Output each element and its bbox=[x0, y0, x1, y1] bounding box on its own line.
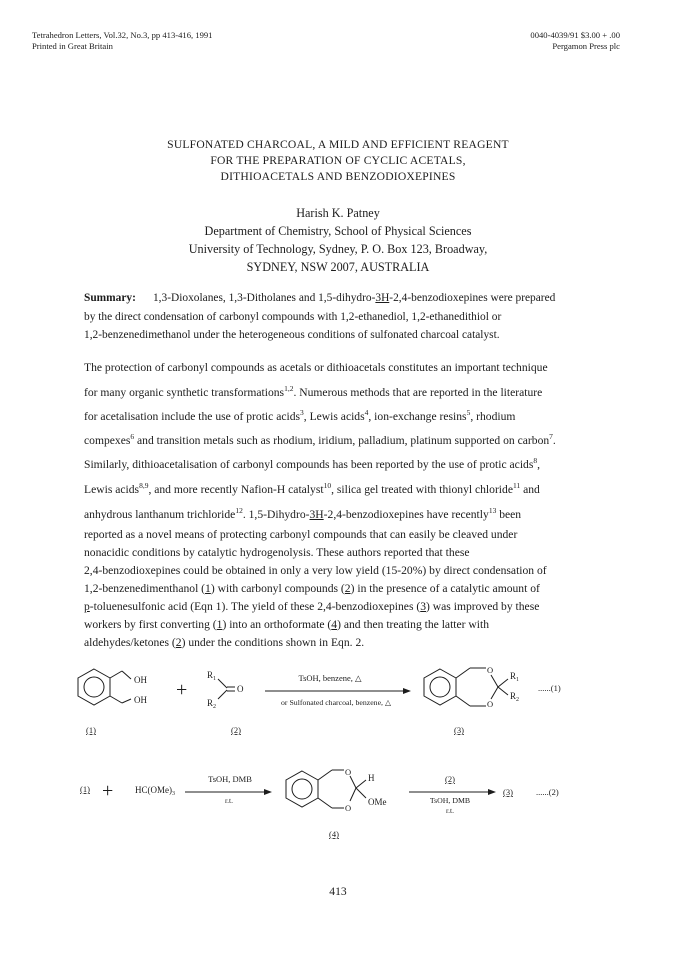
body-line-7 bbox=[84, 506, 521, 521]
citation: 4 bbox=[364, 408, 369, 417]
text: workers by first converting ( bbox=[84, 618, 217, 631]
text: . 1,5-Dihydro- bbox=[242, 507, 310, 521]
summary-label: Summary: bbox=[84, 292, 136, 304]
summary-3h: 3H bbox=[375, 292, 390, 304]
body-line-5 bbox=[84, 456, 540, 471]
text: aldehydes/ketones ( bbox=[84, 636, 176, 649]
oxygen-label: O bbox=[487, 665, 494, 675]
r1-label: $R_1$ bbox=[510, 671, 520, 683]
author-name: Harish K. Patney bbox=[296, 206, 380, 220]
oxygen-label: O bbox=[345, 803, 352, 813]
citation: 11 bbox=[512, 481, 521, 490]
compound-ref: 2 bbox=[344, 582, 351, 595]
text: ) was improved by these bbox=[426, 600, 540, 613]
text: , Lewis acids bbox=[303, 409, 365, 423]
arrow-1-conditions-bottom: or Sulfonated charcoal, benzene, △ bbox=[281, 698, 391, 707]
text: , rhodium bbox=[470, 409, 516, 423]
article-title-line-3: DITHIOACETALS AND BENZODIOXEPINES bbox=[220, 170, 456, 183]
r1-label: $R_1$ bbox=[207, 670, 217, 682]
equation-1-number: ......(1) bbox=[538, 683, 561, 693]
compound-1-label: (1) bbox=[86, 725, 96, 735]
citation: 8,9 bbox=[139, 481, 149, 490]
author-city: SYDNEY, NSW 2007, AUSTRALIA bbox=[246, 260, 430, 274]
compound-ref: 1 bbox=[216, 618, 223, 631]
text: 3H bbox=[309, 507, 324, 521]
reaction-scheme bbox=[0, 655, 676, 855]
text: 1,2-benzenedimenthanol ( bbox=[84, 582, 206, 595]
compound-4-label: (4) bbox=[329, 829, 339, 839]
compound-1-label: (1) bbox=[80, 784, 90, 794]
text: been bbox=[496, 507, 522, 521]
citation: 3 bbox=[300, 408, 304, 417]
body-line-6 bbox=[84, 481, 540, 496]
text: -toluenesulfonic acid (Eqn 1). The yield of these 2,4-benzodioxepines ( bbox=[89, 600, 421, 613]
compound-ref: 2 bbox=[175, 636, 182, 649]
arrow-3-reagent: (2) bbox=[445, 774, 455, 784]
arrow-1-conditions-top: TsOH, benzene, △ bbox=[298, 673, 362, 683]
journal-header bbox=[32, 30, 212, 52]
compound-2-label: (2) bbox=[231, 725, 241, 735]
arrow-2-conditions-top: TsOH, DMB bbox=[208, 774, 252, 784]
compound-ref: 3 bbox=[420, 600, 427, 613]
summary-line-2: by the direct condensation of carbonyl compounds with 1,2-ethanediol, 1,2-ethanedithiol or bbox=[84, 311, 502, 323]
article-title-line-2: FOR THE PREPARATION OF CYCLIC ACETALS, bbox=[210, 154, 466, 167]
hydroxyl-label: OH bbox=[134, 675, 147, 685]
text: -2,4-benzodioxepines have recently bbox=[323, 507, 489, 521]
text: Similarly, dithioacetalisation of carbonyl compounds has been reported by the use of protic acids bbox=[84, 457, 534, 471]
oxygen-label: O bbox=[237, 684, 244, 694]
compound-3-label: (3) bbox=[454, 725, 464, 735]
article-title-line-1: SULFONATED CHARCOAL, A MILD AND EFFICIENT REAGENT bbox=[167, 138, 509, 151]
citation: 1,2 bbox=[284, 384, 294, 393]
body-line-8: reported as a novel means of protecting carbonyl compounds that can easily be cleaved under bbox=[84, 528, 518, 541]
arrow-head-2 bbox=[264, 789, 272, 795]
plus-sign: + bbox=[102, 780, 114, 802]
printed-in: Printed in Great Britain bbox=[32, 41, 113, 51]
r2-label: $R_2$ bbox=[207, 698, 217, 710]
orthoformate-product bbox=[286, 770, 366, 808]
oxygen-label: O bbox=[345, 767, 352, 777]
text: Lewis acids bbox=[84, 482, 140, 496]
body-line-11 bbox=[84, 582, 540, 595]
summary-line-3: 1,2-benzenedimethanol under the heterogeneous conditions of sulfonated charcoal catalyst. bbox=[84, 329, 500, 341]
hydroxyl-label: OH bbox=[134, 695, 147, 705]
text: ) under the conditions shown in Eqn. 2. bbox=[181, 636, 365, 649]
text: and transition metals such as rhodium, iridium, palladium, platinum supported on carbon bbox=[134, 433, 550, 447]
text: , ion-exchange resins bbox=[368, 409, 467, 423]
body-line-3 bbox=[84, 408, 515, 423]
publisher: Pergamon Press plc bbox=[552, 41, 620, 51]
body-line-13 bbox=[84, 618, 489, 631]
text: , bbox=[537, 457, 541, 471]
summary-line-1 bbox=[84, 292, 555, 304]
body-line-12 bbox=[84, 600, 539, 613]
citation: 6 bbox=[130, 432, 135, 441]
citation: 12 bbox=[235, 506, 243, 515]
citation: 10 bbox=[323, 481, 332, 490]
r2-label: $R_2$ bbox=[510, 691, 520, 703]
citation: 5 bbox=[466, 408, 471, 417]
text: for acetalisation include the use of protic acids bbox=[84, 409, 301, 423]
text: anhydrous lanthanum trichloride bbox=[84, 507, 236, 521]
arrow-3-conditions: TsOH, DMB bbox=[429, 796, 471, 805]
equation-2-number: ......(2) bbox=[536, 787, 559, 797]
arrow-2-conditions-bottom: r.t. bbox=[225, 796, 233, 805]
benzene-ring-1 bbox=[78, 669, 131, 705]
issn-price: 0040-4039/91 $3.00 + .00 bbox=[530, 30, 620, 40]
arrow-head-3 bbox=[488, 789, 496, 795]
body-line-14 bbox=[84, 636, 364, 649]
compound-ref: 4 bbox=[331, 618, 338, 631]
citation: 7 bbox=[549, 432, 553, 441]
text: ) with carbonyl compounds ( bbox=[210, 582, 345, 595]
text: . bbox=[552, 433, 556, 447]
citation: 13 bbox=[488, 506, 497, 515]
compound-3-label: (3) bbox=[503, 787, 513, 797]
journal-citation: Tetrahedron Letters, Vol.32, No.3, pp 413-416, 1991 bbox=[32, 30, 213, 40]
body-line-2 bbox=[84, 384, 542, 399]
author-department: Department of Chemistry, School of Physical Sciences bbox=[204, 224, 472, 238]
text: . Numerous methods that are reported in the literature bbox=[293, 385, 543, 399]
summary-text-end: -2,4-benzodioxepines were prepared bbox=[389, 292, 556, 304]
author-university: University of Technology, Sydney, P. O. Box 123, Broadway, bbox=[188, 242, 488, 256]
carbonyl-bonds bbox=[218, 679, 235, 699]
body-line-4 bbox=[84, 432, 556, 447]
body-line-10: 2,4-benzodioxepines could be obtained in only a very low yield (15-20%) by direct condensation of bbox=[84, 564, 547, 577]
body-line-1: The protection of carbonyl compounds as acetals or dithioacetals constitutes an important technique bbox=[84, 361, 548, 374]
summary-text: 1,3-Dioxolanes, 1,3-Ditholanes and 1,5-dihydro- bbox=[152, 292, 376, 304]
text: , silica gel treated with thionyl chloride bbox=[331, 482, 513, 496]
text: , and more recently Nafion-H catalyst bbox=[148, 482, 324, 496]
hydrogen-label: H bbox=[368, 773, 375, 783]
citation: 8 bbox=[533, 456, 538, 465]
text: and bbox=[520, 482, 540, 496]
oxygen-label: O bbox=[487, 699, 494, 709]
page-number: 413 bbox=[329, 885, 347, 898]
text: ) and then treating the latter with bbox=[337, 618, 490, 631]
text: for many organic synthetic transformations bbox=[84, 385, 285, 399]
text: compexes bbox=[84, 433, 131, 447]
body-line-9: nonacidic conditions by catalytic hydrogenolysis. These authors reported that these bbox=[84, 546, 470, 559]
arrow-head-1 bbox=[403, 688, 411, 694]
text: ) in the presence of a catalytic amount of bbox=[350, 582, 540, 595]
compound-ref: 1 bbox=[205, 582, 211, 595]
text: p bbox=[84, 600, 90, 613]
orthoformate-reagent: $HC(OMe)_3$ bbox=[135, 785, 175, 797]
text: ) into an orthoformate ( bbox=[222, 618, 332, 631]
arrow-3-temperature: r.t. bbox=[446, 806, 454, 815]
price-header bbox=[530, 30, 620, 52]
plus-sign: + bbox=[176, 679, 188, 701]
benzodioxepine-product bbox=[424, 668, 508, 706]
methoxy-label: OMe bbox=[368, 797, 387, 807]
